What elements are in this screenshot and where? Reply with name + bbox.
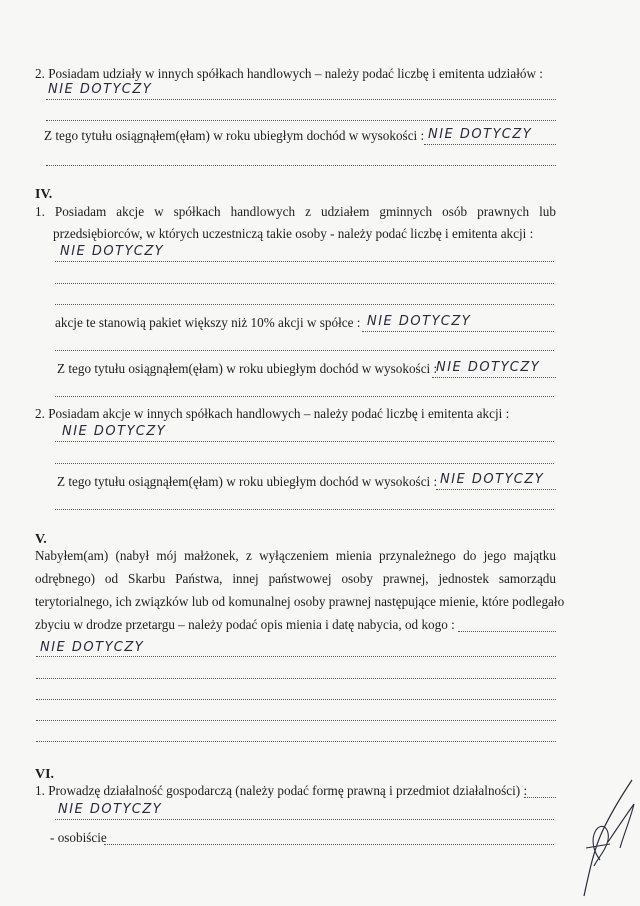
handwritten-answer: NIE DOTYCZY bbox=[428, 127, 533, 142]
income-label: Z tego tytułu osiągnąłem(ęłam) w roku ubiegłym dochód w wysokości : bbox=[57, 361, 438, 376]
handwritten-answer: NIE DOTYCZY bbox=[58, 802, 163, 817]
section5-line1: Nabyłem(am) (nabył mój małżonek, z wyłączeniem mienia przynależnego do jego majątku bbox=[35, 548, 556, 563]
section-heading: IV. bbox=[35, 187, 53, 202]
dotted-line bbox=[46, 99, 556, 100]
handwritten-answer: NIE DOTYCZY bbox=[436, 360, 541, 375]
dotted-line bbox=[55, 350, 554, 351]
handwritten-answer: NIE DOTYCZY bbox=[62, 424, 167, 439]
dotted-line bbox=[55, 441, 554, 442]
stake-label: akcje te stanowią pakiet większy niż 10% akcji w spółce : bbox=[55, 315, 361, 330]
handwritten-answer: NIE DOTYCZY bbox=[440, 472, 545, 487]
handwritten-answer: NIE DOTYCZY bbox=[60, 244, 165, 259]
dotted-line bbox=[36, 741, 556, 742]
signature-mark bbox=[550, 770, 640, 906]
dotted-line bbox=[104, 844, 554, 845]
dotted-line bbox=[55, 819, 554, 820]
dotted-line bbox=[55, 283, 554, 284]
handwritten-answer: NIE DOTYCZY bbox=[48, 82, 153, 97]
section4-item1-line2: przedsiębiorców, w których uczestniczą takie osoby - należy podać liczbę i emitenta akcji : bbox=[53, 226, 534, 241]
section4-item1-line1: 1. Posiadam akcje w spółkach handlowych z udziałem gminnych osób prawnych lub bbox=[35, 204, 556, 219]
dotted-line bbox=[36, 656, 556, 657]
section4-item2: 2. Posiadam akcje w innych spółkach handlowych – należy podać liczbę i emitenta akcji : bbox=[35, 406, 510, 421]
dotted-line bbox=[55, 509, 554, 510]
section6-item1: 1. Prowadzę działalność gospodarczą (należy podać formę prawną i przedmiot działalności) : bbox=[35, 783, 528, 798]
dotted-line bbox=[55, 396, 554, 397]
section-heading: V. bbox=[35, 532, 47, 547]
income-label: Z tego tytułu osiągnąłem(ęłam) w roku ubiegłym dochód w wysokości : bbox=[57, 474, 438, 489]
dotted-line bbox=[55, 463, 554, 464]
dotted-line bbox=[36, 699, 556, 700]
dotted-line bbox=[432, 377, 556, 378]
income-label: Z tego tytułu osiągnąłem(ęłam) w roku ubiegłym dochód w wysokości : bbox=[44, 128, 425, 143]
section5-line2: odrębnego) od Skarbu Państwa, innej państwowej osoby prawnej, jednostek samorządu bbox=[35, 571, 556, 586]
handwritten-answer: NIE DOTYCZY bbox=[40, 640, 145, 655]
section5-line4: zbyciu w drodze przetargu – należy podać opis mienia i datę nabycia, od kogo : bbox=[35, 617, 455, 632]
personal-label: - osobiście bbox=[50, 830, 107, 845]
dotted-line bbox=[46, 120, 556, 121]
dotted-line bbox=[36, 720, 556, 721]
dotted-line bbox=[436, 489, 556, 490]
dotted-line bbox=[46, 165, 556, 166]
dotted-line bbox=[36, 678, 556, 679]
dotted-line bbox=[55, 261, 554, 262]
dotted-line bbox=[458, 631, 556, 632]
dotted-line bbox=[55, 304, 554, 305]
handwritten-answer: NIE DOTYCZY bbox=[367, 314, 472, 329]
section-heading: VI. bbox=[35, 767, 55, 782]
shares-question: 2. Posiadam udziały w innych spółkach handlowych – należy podać liczbę i emitenta udziałów : bbox=[35, 66, 543, 81]
dotted-line bbox=[362, 331, 554, 332]
dotted-line bbox=[424, 144, 556, 145]
section5-line3: terytorialnego, ich związków lub od komunalnej osoby prawnej następujące mienie, które podlegało bbox=[35, 594, 565, 609]
